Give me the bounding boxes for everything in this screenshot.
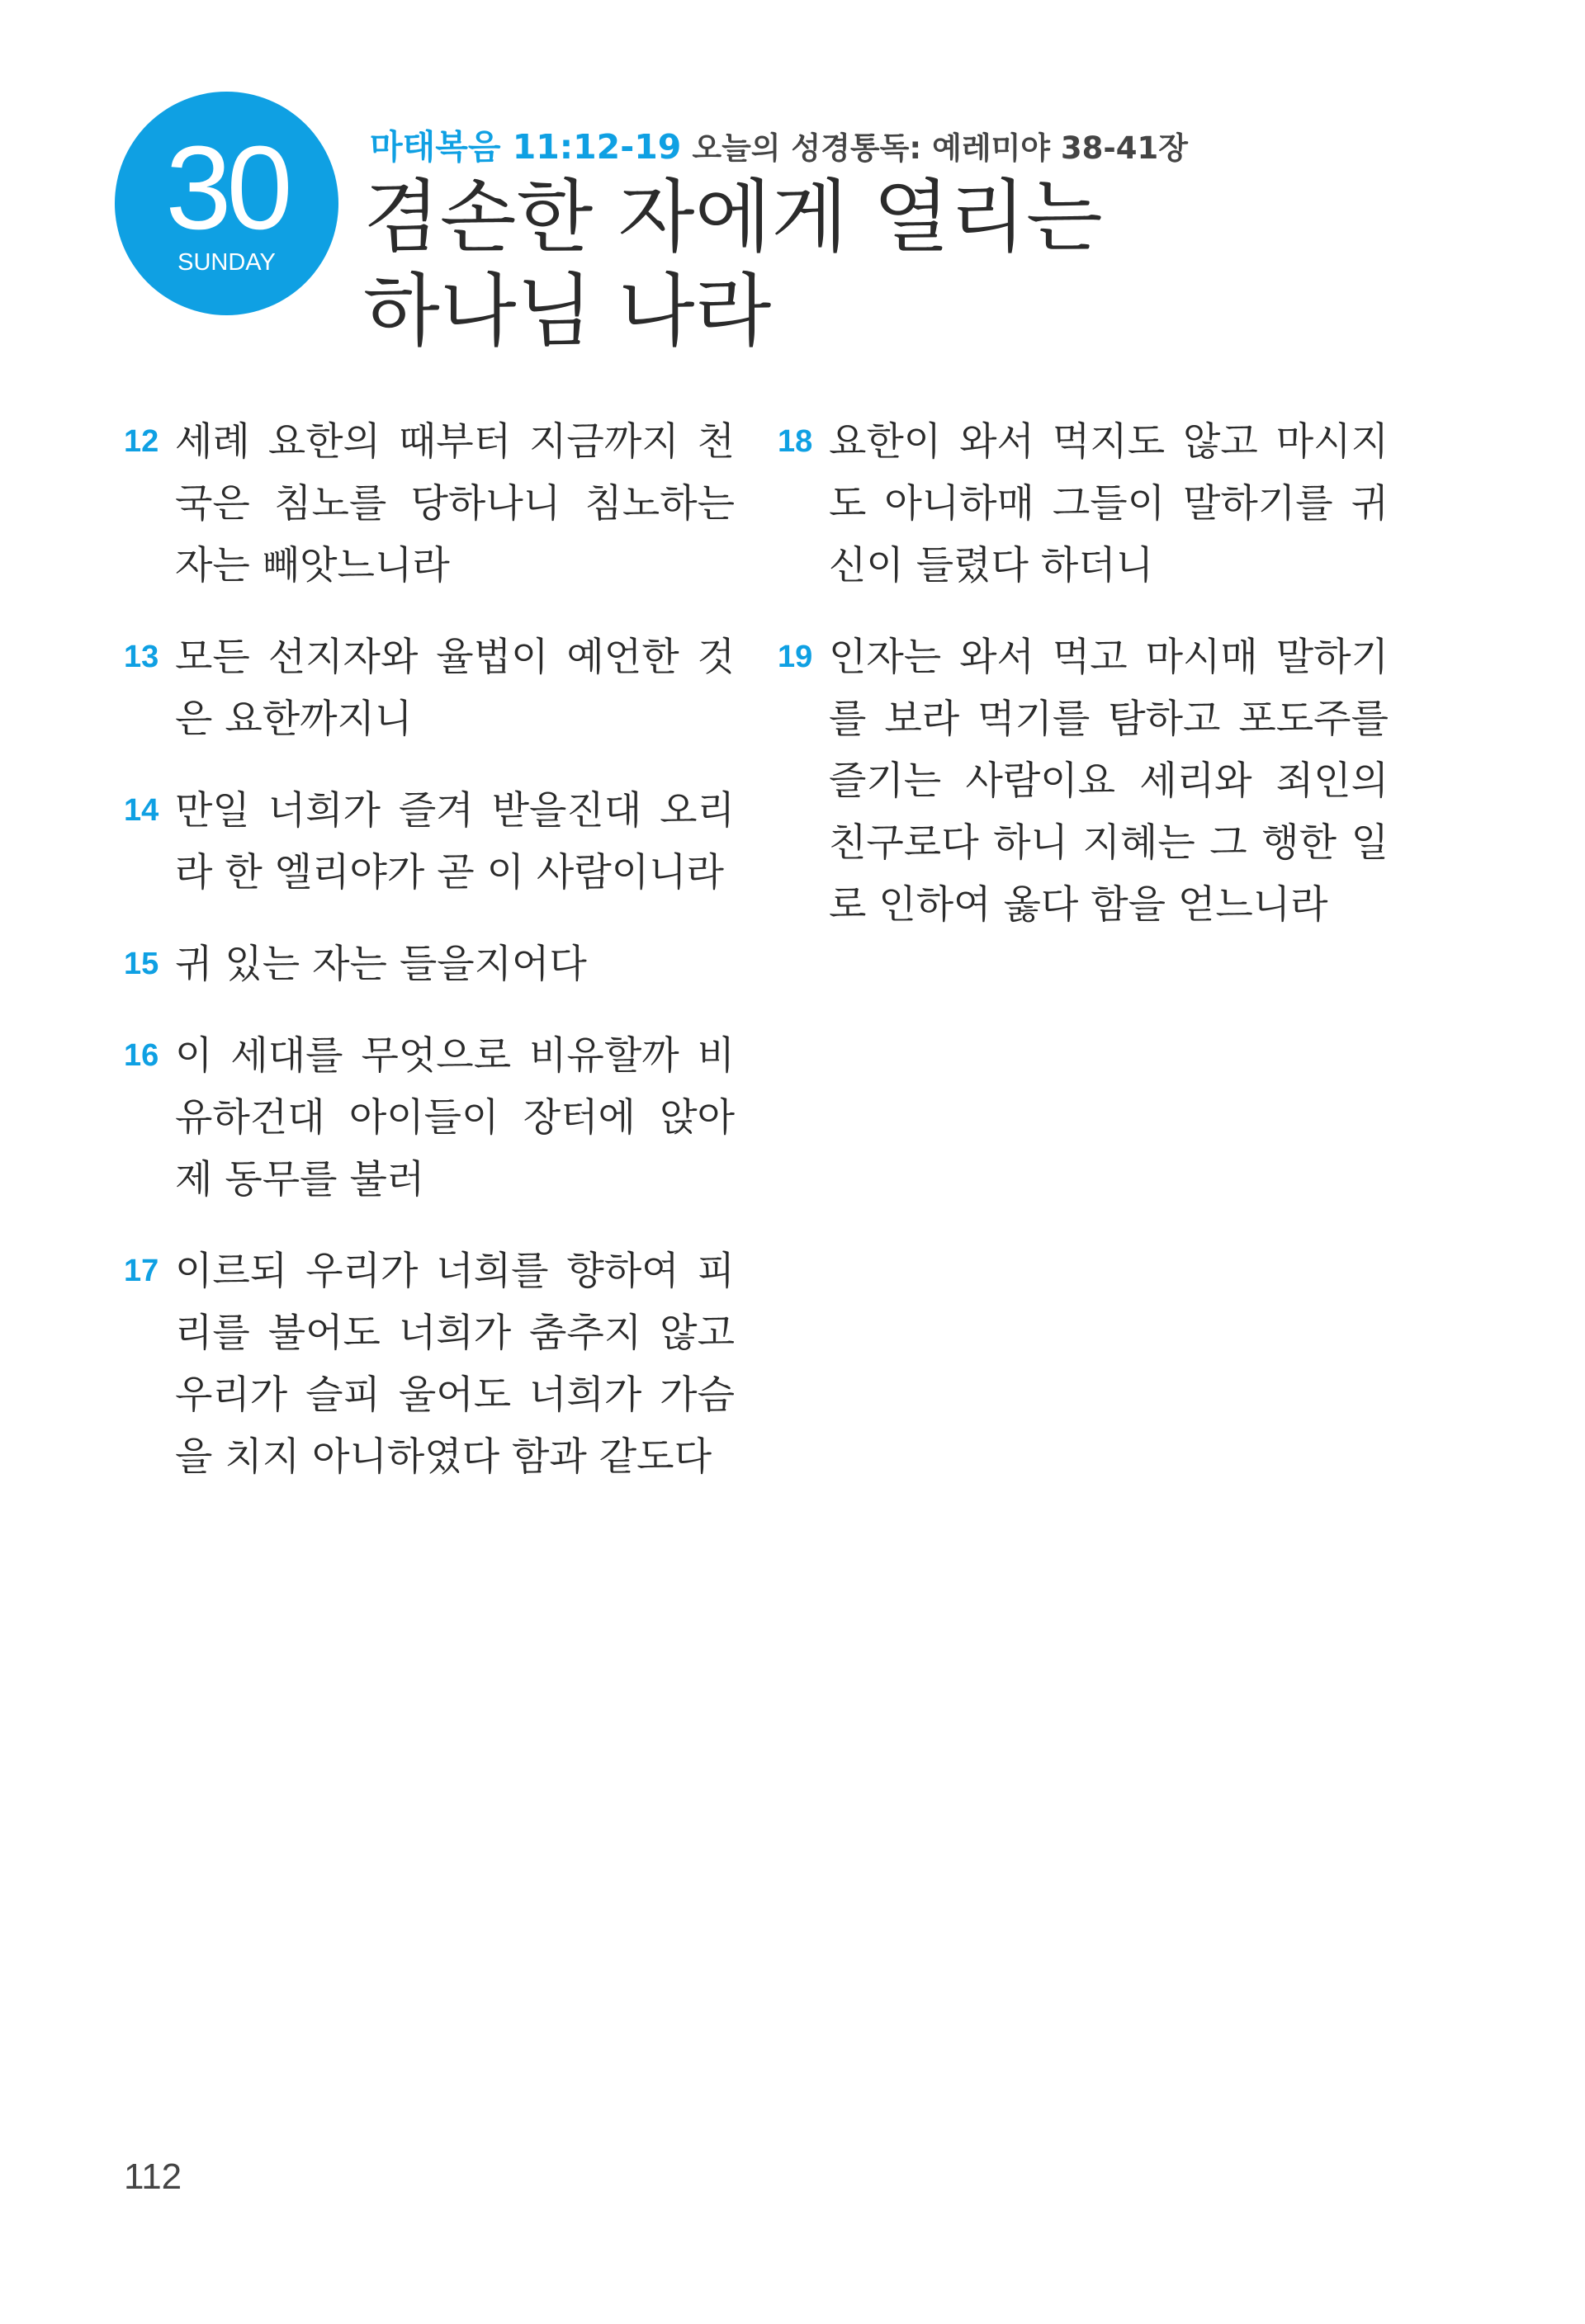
- left-verse-column: [124, 411, 735, 1518]
- verse-number: 19: [778, 640, 813, 674]
- verse-number: 18: [778, 424, 813, 459]
- verse-text: 만일 너희가 즐겨 받을진대 오리라 한 엘리야가 곧 이 사람이니라: [175, 788, 735, 895]
- verse-number: 14: [124, 793, 159, 828]
- verse-text: 모든 선지자와 율법이 예언한 것은 요한까지니: [175, 635, 735, 742]
- reading-plan: 오늘의 성경통독: 예레미야 38-41장: [692, 130, 1189, 166]
- verse-14: [124, 780, 735, 904]
- verse-number: 16: [124, 1038, 159, 1073]
- verse-13: [124, 626, 735, 750]
- verse-18: [778, 411, 1389, 597]
- verse-number: 15: [124, 947, 159, 981]
- subtitle-line: [370, 124, 1188, 172]
- day-name: SUNDAY: [177, 249, 276, 276]
- verse-number: 17: [124, 1254, 159, 1288]
- verse-16: [124, 1025, 735, 1211]
- verse-19: [778, 626, 1389, 936]
- verse-text: 이 세대를 무엇으로 비유할까 비유하건대 아이들이 장터에 앉아 제 동무를 불러: [175, 1033, 735, 1202]
- verse-17: [124, 1240, 735, 1488]
- page-title-line-1: 겸손한 자에게 열리는: [363, 171, 1103, 263]
- verse-15: [124, 933, 735, 995]
- verse-text: 요한이 와서 먹지도 않고 마시지도 아니하매 그들이 말하기를 귀신이 들렸다 하더니: [829, 419, 1389, 588]
- scripture-reference: 마태복음 11:12-19: [370, 127, 682, 167]
- verse-12: [124, 411, 735, 597]
- verse-text: 인자는 와서 먹고 마시매 말하기를 보라 먹기를 탐하고 포도주를 즐기는 사람이요 세리와 죄인의 친구로다 하니 지혜는 그 행한 일로 인하여 옳다 함을 얻느니라: [829, 635, 1389, 928]
- page-title-line-2: 하나님 나라: [363, 265, 772, 357]
- page-title: [363, 170, 1103, 358]
- page-number: 112: [124, 2156, 182, 2197]
- day-number: 30: [165, 121, 288, 254]
- verse-text: 세례 요한의 때부터 지금까지 천국은 침노를 당하나니 침노하는 자는 빼앗느니라: [175, 419, 735, 588]
- verse-text: 귀 있는 자는 들을지어다: [175, 942, 587, 987]
- verse-number: 13: [124, 640, 159, 674]
- right-verse-column: [778, 411, 1389, 966]
- day-badge: [115, 92, 338, 315]
- verse-number: 12: [124, 424, 159, 459]
- verse-text: 이르되 우리가 너희를 향하여 피리를 불어도 너희가 춤추지 않고 우리가 슬피 울어도 너희가 가슴을 치지 아니하였다 함과 같도다: [175, 1249, 735, 1480]
